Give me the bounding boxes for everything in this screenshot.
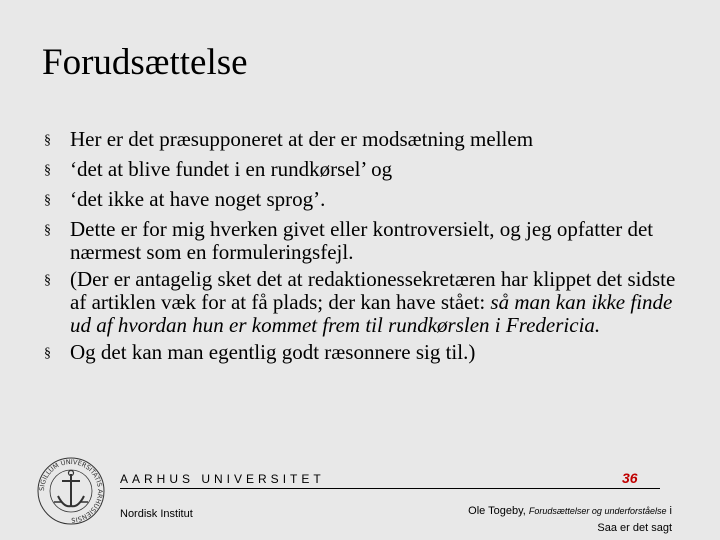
bullet-text: Og det kan man egentlig godt ræsonnere sig til.)	[70, 340, 476, 364]
institute-name: Nordisk Institut	[120, 508, 193, 520]
footer-divider	[120, 488, 660, 489]
bullet-item	[44, 188, 684, 211]
bullet-list	[44, 128, 684, 372]
bullet-marker-icon: §	[44, 223, 51, 238]
bullet-item	[44, 158, 684, 181]
citation-author: Ole Togeby,	[468, 505, 526, 517]
citation-line-2: Saa er det sagt	[597, 522, 672, 534]
bullet-item	[44, 128, 684, 151]
bullet-text: (Der er antagelig sket det at redaktionessekretæren har klippet det sidste af artiklen væk for at få plads; der kan have stået:	[70, 267, 676, 314]
slide-title: Forudsættelse	[42, 42, 248, 83]
citation-suffix: i	[669, 505, 672, 517]
bullet-text-italic: så man kan ikke finde ud af hvordan hun er kommet frem til rundkørslen i Fredericia.	[70, 290, 673, 337]
bullet-marker-icon: §	[44, 133, 51, 148]
bullet-item	[44, 341, 684, 364]
footer-citation	[412, 503, 672, 537]
bullet-text: ‘det ikke at have noget sprog’.	[70, 187, 326, 211]
citation-title: Forudsættelser og underforståelse	[528, 506, 667, 516]
bullet-item	[44, 218, 684, 264]
page-number: 36	[622, 470, 638, 486]
bullet-text: Her er det præsupponeret at der er modsætning mellem	[70, 127, 534, 151]
bullet-marker-icon: §	[44, 163, 51, 178]
citation-line-1	[412, 503, 672, 520]
bullet-item	[44, 268, 684, 337]
seal-text: SIGILLUM UNIVERSITATIS ARHUSIENSIS	[37, 457, 105, 525]
university-name: AARHUS UNIVERSITET	[120, 472, 325, 486]
bullet-marker-icon: §	[44, 346, 51, 361]
bullet-marker-icon: §	[44, 273, 51, 288]
bullet-text: ‘det at blive fundet i en rundkørsel’ og	[70, 157, 393, 181]
bullet-text: Dette er for mig hverken givet eller kontroversielt, og jeg opfatter det nærmest som en formuleringsfejl.	[70, 217, 654, 264]
university-seal-icon	[36, 456, 106, 526]
bullet-marker-icon: §	[44, 193, 51, 208]
